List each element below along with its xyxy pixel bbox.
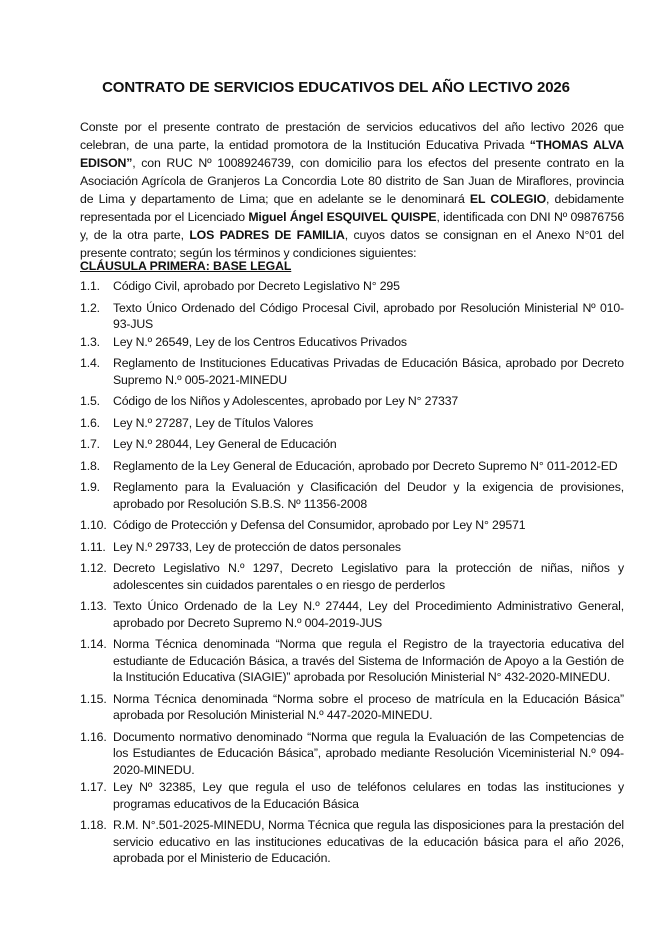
item-number: 1.1.	[80, 279, 100, 293]
item-text: Ley Nº 32385, Ley que regula el uso de teléfonos celulares en todas las instituciones y programas educativos de la Educación Básica	[113, 780, 624, 811]
list-item	[80, 393, 624, 410]
item-text: R.M. N°.501-2025-MINEDU, Norma Técnica que regula las disposiciones para la prestación del servicio educativo en las instituciones educativas de la educación básica para el año 2026, aprobada por el Ministerio de Educación.	[113, 818, 624, 865]
item-number: 1.3.	[80, 334, 100, 349]
list-item	[80, 779, 624, 812]
intro-text-2: , con RUC Nº 10089246739, con domicilio para los efectos del presente contrato en la Asociación Agrícola de Granjeros La Concordia Lote 80 distrito de San Juan de Miraflores, provincia de Lima y departamento de Lima; que en adelante se le denominará	[80, 156, 624, 206]
item-text: Ley N.º 26549, Ley de los Centros Educativos Privados	[113, 334, 407, 349]
item-text: Código de los Niños y Adolescentes, aprobado por Ley N° 27337	[113, 394, 459, 408]
page-title: CONTRATO DE SERVICIOS EDUCATIVOS DEL AÑO LECTIVO 2026	[102, 79, 570, 96]
representative-name: Miguel Ángel ESQUIVEL QUISPE	[248, 210, 437, 224]
item-number: 1.10.	[80, 518, 107, 532]
item-number: 1.8.	[80, 458, 100, 473]
school-alias: EL COLEGIO	[469, 192, 547, 206]
list-item	[80, 415, 624, 432]
item-text: Ley N.º 27287, Ley de Títulos Valores	[113, 415, 314, 430]
list-item	[80, 300, 624, 333]
intro-text-3: , debidamente representada por el Licenciado	[80, 192, 624, 224]
item-text: Código Civil, aprobado por Decreto Legislativo N° 295	[113, 279, 400, 293]
list-item	[80, 539, 624, 556]
item-number: 1.6.	[80, 415, 100, 430]
item-number: 1.9.	[80, 480, 100, 494]
item-text: Decreto Legislativo N.º 1297, Decreto Legislativo para la protección de niñas, niños y adolescentes sin cuidados parentales o en riesgo de perderlos	[113, 561, 624, 592]
item-number: 1.15.	[80, 691, 107, 706]
list-item	[80, 817, 624, 867]
item-number: 1.4.	[80, 356, 100, 370]
item-number: 1.12.	[80, 561, 107, 575]
clause-heading: CLÁUSULA PRIMERA: BASE LEGAL	[80, 259, 292, 273]
item-text: Reglamento de la Ley General de Educación, aprobado por Decreto Supremo N° 011-2012-ED	[113, 458, 618, 473]
intro-text-4: , identificada con DNI Nº 09876756 y, de la otra parte,	[80, 210, 625, 242]
list-item	[80, 436, 624, 453]
list-item	[80, 691, 624, 724]
list-item	[80, 355, 624, 388]
item-number: 1.11.	[80, 539, 106, 554]
list-item	[80, 458, 624, 475]
item-text: Texto Único Ordenado del Código Procesal Civil, aprobado por Resolución Ministerial Nº 010-93-JUS	[113, 300, 624, 331]
intro-paragraph	[80, 118, 624, 262]
item-number: 1.16.	[80, 729, 107, 744]
item-text: Ley N.º 28044, Ley General de Educación	[113, 437, 337, 451]
intro-text-5: , cuyos datos se consignan en el Anexo N°01 del presente contrato; según los términos y condiciones siguientes:	[80, 228, 624, 260]
list-item	[80, 636, 624, 686]
item-number: 1.18.	[80, 818, 107, 832]
item-text: Código de Protección y Defensa del Consumidor, aprobado por Ley N° 29571	[113, 518, 526, 532]
item-text: Ley N.º 29733, Ley de protección de datos personales	[113, 539, 401, 554]
intro-text-1: Conste por el presente contrato de prestación de servicios educativos del año lectivo 2026 que celebran, de una parte, la entidad promotora de la Institución Educativa Privada	[80, 120, 624, 152]
school-name: “THOMAS ALVA EDISON”	[80, 138, 624, 170]
item-text: Reglamento de Instituciones Educativas Privadas de Educación Básica, aprobado por Decreto Supremo N.º 005-2021-MINEDU	[113, 356, 624, 387]
item-number: 1.5.	[80, 394, 100, 408]
item-text: Norma Técnica denominada “Norma que regula el Registro de la trayectoria educativa del estudiante de Educación Básica, a través del Sistema de Información de Apoyo a la Gestión de la Institución Educativa (SIAGIE)” aprobada por Resolución Ministerial N° 432-2020-MINEDU.	[113, 637, 624, 684]
item-number: 1.2.	[80, 300, 100, 315]
list-item	[80, 729, 624, 779]
list-item	[80, 479, 624, 512]
item-text: Documento normativo denominado “Norma que regula la Evaluación de las Competencias de los Estudiantes de Educación Básica”, aprobado mediante Resolución Viceministerial N.º 094-2020-MINEDU.	[113, 729, 624, 777]
item-number: 1.14.	[80, 637, 107, 651]
item-text: Norma Técnica denominada “Norma sobre el proceso de matrícula en la Educación Básica” aprobada por Resolución Ministerial N.º 447-2020-MINEDU.	[113, 691, 624, 722]
list-item	[80, 517, 624, 534]
parents-alias: LOS PADRES DE FAMILIA	[189, 228, 345, 242]
item-text: Texto Único Ordenado de la Ley N.º 27444, Ley del Procedimiento Administrativo General, aprobado por Decreto Supremo N.º 004-2019-JUS	[113, 599, 624, 630]
item-number: 1.17.	[80, 780, 107, 794]
item-text: Reglamento para la Evaluación y Clasificación del Deudor y la exigencia de provisiones, aprobado por Resolución S.B.S. Nº 11356-2008	[113, 480, 624, 511]
list-item	[80, 278, 624, 295]
item-number: 1.13.	[80, 599, 107, 613]
list-item	[80, 334, 624, 351]
list-item	[80, 560, 624, 593]
item-number: 1.7.	[80, 437, 100, 451]
list-item	[80, 598, 624, 631]
legal-basis-list	[80, 278, 624, 867]
